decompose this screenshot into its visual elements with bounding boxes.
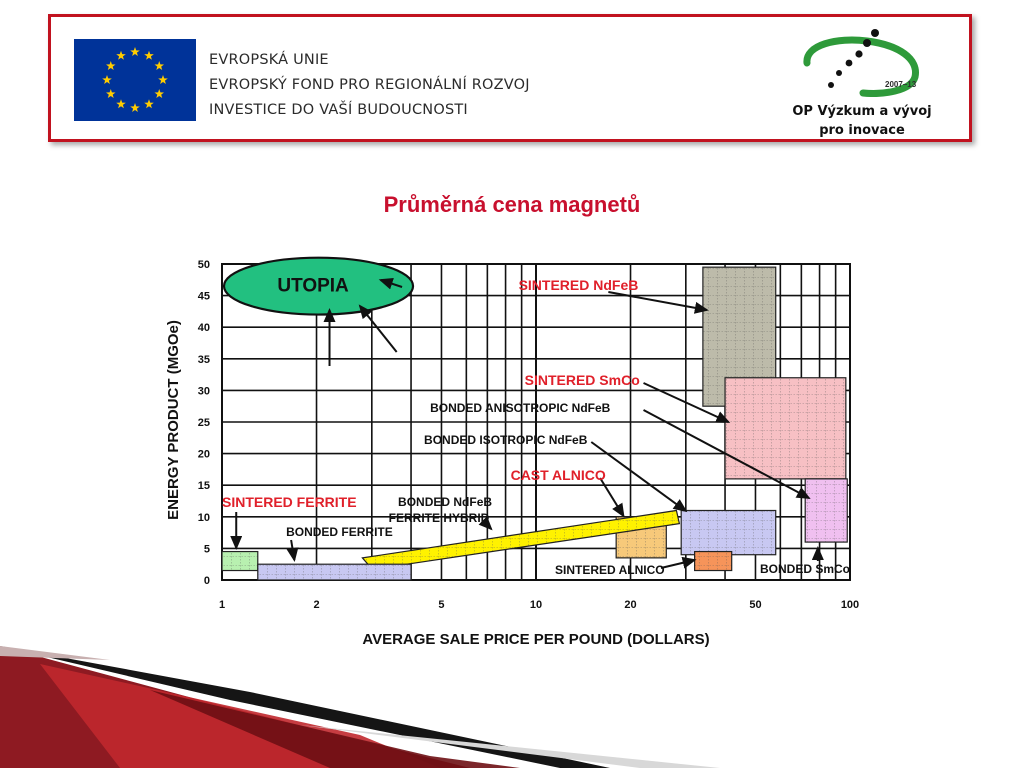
eu-text-block	[209, 48, 530, 123]
y-tick-label: 40	[197, 322, 210, 335]
label-sintered-alnico: SINTERED ALNICO	[555, 563, 665, 577]
eu-line-2: EVROPSKÝ FOND PRO REGIONÁLNÍ ROZVOJ	[209, 77, 530, 93]
label-bonded-ferrite: BONDED FERRITE	[286, 525, 393, 539]
label-bonded-isotropic-ndfeb: BONDED ISOTROPIC NdFeB	[424, 433, 588, 447]
label-sintered-smco: SINTERED SmCo	[524, 372, 640, 388]
y-tick-label: 30	[197, 385, 210, 398]
y-tick-label: 20	[197, 448, 210, 461]
op-vavpi-logo-icon	[787, 25, 927, 97]
y-tick-label: 15	[197, 480, 210, 493]
x-tick-label: 10	[529, 599, 543, 611]
x-axis-title: AVERAGE SALE PRICE PER POUND (DOLLARS)	[362, 631, 710, 648]
x-tick-label: 50	[749, 599, 762, 611]
y-axis-title: ENERGY PRODUCT (MGOe)	[165, 320, 182, 520]
y-tick-label: 50	[197, 259, 210, 271]
label-utopia: UTOPIA	[277, 275, 349, 297]
region-sintered-alnico	[695, 552, 732, 571]
label-bonded-smco: BONDED SmCo	[759, 562, 850, 576]
label-sintered-ferrite: SINTERED FERRITE	[222, 494, 357, 510]
region-sintered-ferrite	[222, 552, 258, 571]
op-years-label: 2007–13	[885, 80, 917, 89]
region-bonded-smco	[805, 479, 847, 542]
funding-banner	[48, 14, 972, 142]
y-tick-label: 35	[197, 353, 210, 366]
label-bonded-ndfeb-ferrite-hybrid-line2: FERRITE HYBRID	[388, 511, 490, 525]
y-tick-label: 0	[203, 575, 210, 587]
x-tick-label: 20	[624, 599, 637, 611]
x-tick-label: 1	[218, 599, 226, 611]
y-tick-label: 25	[197, 417, 210, 429]
label-cast-alnico: CAST ALNICO	[510, 467, 606, 483]
eu-line-3: INVESTICE DO VAŠÍ BUDOUCNOSTI	[209, 102, 468, 118]
region-bonded-isotropic-ndfeb	[681, 510, 776, 554]
label-bonded-ndfeb-ferrite-hybrid-line1: BONDED NdFeB	[398, 495, 493, 509]
label-sintered-ndfeb: SINTERED NdFeB	[518, 277, 639, 293]
decorative-swoosh	[0, 630, 1024, 768]
region-bonded-ferrite	[258, 564, 411, 580]
x-tick-label: 100	[840, 599, 860, 611]
op-line-2: pro inovace	[819, 123, 905, 138]
eu-line-1: EVROPSKÁ UNIE	[209, 52, 329, 68]
y-tick-label: 45	[197, 290, 210, 303]
y-tick-label: 5	[203, 543, 210, 556]
op-line-1: OP Výzkum a vývoj	[792, 104, 932, 119]
y-tick-label: 10	[197, 511, 210, 524]
slide-title: Průměrná cena magnetů	[383, 192, 641, 217]
op-text-block	[775, 102, 949, 140]
label-bonded-anisotropic-ndfeb: BONDED ANISOTROPIC NdFeB	[430, 401, 611, 415]
magnet-price-chart	[150, 250, 890, 655]
x-tick-label: 5	[438, 599, 445, 611]
x-tick-label: 2	[313, 599, 320, 611]
eu-flag-icon	[74, 39, 196, 121]
